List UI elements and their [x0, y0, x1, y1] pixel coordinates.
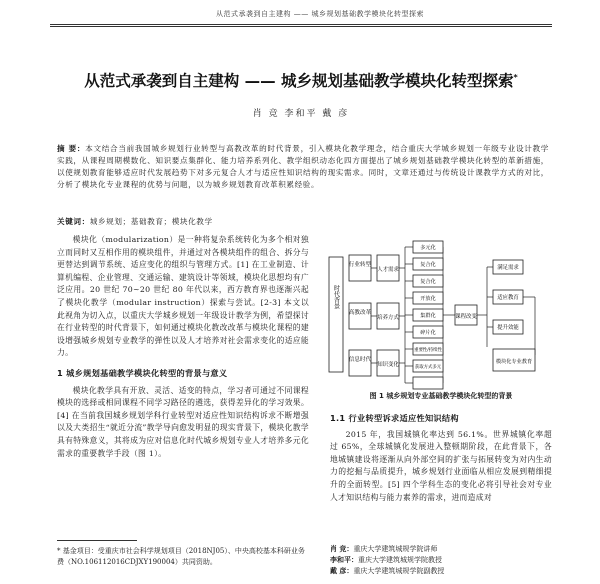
affiliation-2: 李和平：重庆大学建筑城规学院教授 — [330, 556, 442, 564]
left-column — [57, 234, 309, 460]
flow-label: 课程改变 — [455, 314, 477, 320]
right-box-2: 适应教育 — [497, 295, 519, 301]
affiliation-1: 肖 竞：重庆大学建筑城规学院讲师 — [330, 545, 438, 553]
middle-box-2: 复合化 — [420, 262, 436, 268]
author-list: 肖 竞 李和平 戴 彦 — [252, 109, 350, 119]
figure-caption: 图 1 城乡规划专业基础教学模块化转型的背景 — [369, 392, 513, 400]
middle-box-4: 开放化 — [420, 296, 436, 302]
row-labels — [349, 255, 372, 376]
abstract-text: 本文结合当前我国城乡规划行业转型与高教改革的时代背景，引入模块化教学理念，结合重庆大学城乡规划一年级专业设计教学实践，从课程周期模数化、知识要点集群化、能力培养系列化、教学组织动态化四方面提出了城乡规划基础教学模块化转型的革新措施，以使规划教育能够适应时代发展趋势下对多元复合人才与适应性知识结构的现实需求。同时，文章还通过与传统设计课教学方式的对比，分析了模块化专业课程的优势与问题，以为城乡规划教育改革积累经验。 — [57, 144, 549, 189]
middle-box-1: 多元化 — [420, 245, 436, 251]
need-label-2: 培养方式 — [377, 315, 399, 321]
right-box-1: 满足需求 — [497, 265, 519, 271]
middle-boxes — [413, 241, 443, 389]
paper-title: 从范式承袭到自主建构 —— 城乡规划基础教学模块化转型探索* — [84, 72, 518, 90]
need-label-1: 人才需求 — [377, 267, 399, 273]
subsection-heading: 1.1 行业转型诉求适应性知识结构 — [330, 413, 459, 423]
intro-paragraph: 模块化（modularization）是一种将复杂系统转化为多个相对独立而同时又互相作用的模块组件，并通过对各模块组件的组合、拆分与更替达到调节系统、适应变化的组织与管理方式。[1] 在工业制造、计算机编程、企业管理、交通运输、建筑设计等领域，模块化思想均有广泛应用。20 世纪 70~20 世纪 80 年代以来，西方教育界也逐渐兴起了模块化教学（modular instruction）探索与尝试。[2-3] 本文以此视角为切入点，以重庆大学城乡规划一年级设计教学为例，希望探讨在行业转型的时代背景下，如何通过模块化教改改革与模块化课程的建设增强城乡规划专业教学的弹性以及人才培养对社会需求变化的适应能力。 — [57, 235, 309, 358]
middle-box-7: 重要性/持续性 — [414, 348, 442, 353]
row-label-3: 信息时代 — [348, 357, 372, 363]
middle-box-8: 获取方式多元 — [414, 365, 442, 370]
axis-label: 时代背景 — [332, 285, 340, 309]
result-label: 模块化专业教育 — [495, 359, 533, 365]
keywords-label: 关键词： — [57, 217, 90, 226]
row-label-2: 高教改革 — [348, 310, 372, 316]
figure-diagram — [327, 237, 554, 392]
running-head: 从范式承袭到自主建构 —— 城乡规划基础教学模块化转型探索 — [216, 10, 424, 18]
subsection-paragraph: 2015 年，我国城镇化率达到 56.1%。世界城镇化率超过 65%，全球城镇化发展进入整顿期阶段，在此背景下，各地城镇建设将逐渐从向外部空间的扩张与拓展转变为对内生动力的挖掘与品质提升，城乡规划行业面临从相应发展到精细提升的全面转型。[5] 四个学科生态的变化必将引导社会对专业人才知识结构与能力素养的需求，进而造成对 — [330, 429, 552, 502]
keywords — [57, 216, 549, 228]
middle-box-5: 集群化 — [420, 313, 436, 319]
keywords-text: 城乡规划；基础教育；模块化教学 — [89, 217, 213, 226]
right-boxes — [493, 260, 523, 334]
axis-box — [329, 257, 343, 372]
abstract-label: 摘 要： — [57, 144, 86, 153]
footnote-rule — [57, 540, 137, 541]
affiliation-3: 戴 彦：重庆大学建筑城规学院副教授 — [330, 567, 445, 575]
header-rule — [50, 24, 552, 25]
middle-box-6: 碎片化 — [420, 330, 436, 336]
abstract — [57, 143, 549, 191]
section-heading: 1 城乡规划基础教学模块化转型的背景与意义 — [57, 367, 228, 378]
middle-box-3: 复合化 — [420, 279, 436, 285]
funding-footnote: * 基金项目：受重庆市社会科学规划项目（2018NJ05）、中央高校基本科研业务费（NO.106112016CDJXY190004）共同资助。 — [57, 547, 305, 566]
row-label-1: 行业转型 — [348, 262, 372, 268]
section1-paragraph: 模块化教学具有开放、灵活、适变的特点，学习者可通过不同课程模块的选择或相同课程不同学习路径的遴选，获得差异化的学习效果。[4] 在当前我国城乡规划学科行业转型对适应性知识结构诉求不断增强以及大类招生“就近分流”教学导向愈发明显的现实背景下，模块化教学具有特殊意义，其将成为应对信息化时代城乡规划专业人才培养多元化需求的重要教学手段（图 1）。 — [57, 385, 309, 458]
right-box-3: 提升效能 — [497, 325, 519, 331]
author-affiliations — [330, 544, 552, 577]
right-column — [330, 412, 552, 504]
header-rule-secondary — [50, 26, 552, 27]
need-boxes — [377, 255, 399, 376]
need-label-3: 知识变化 — [377, 362, 399, 368]
